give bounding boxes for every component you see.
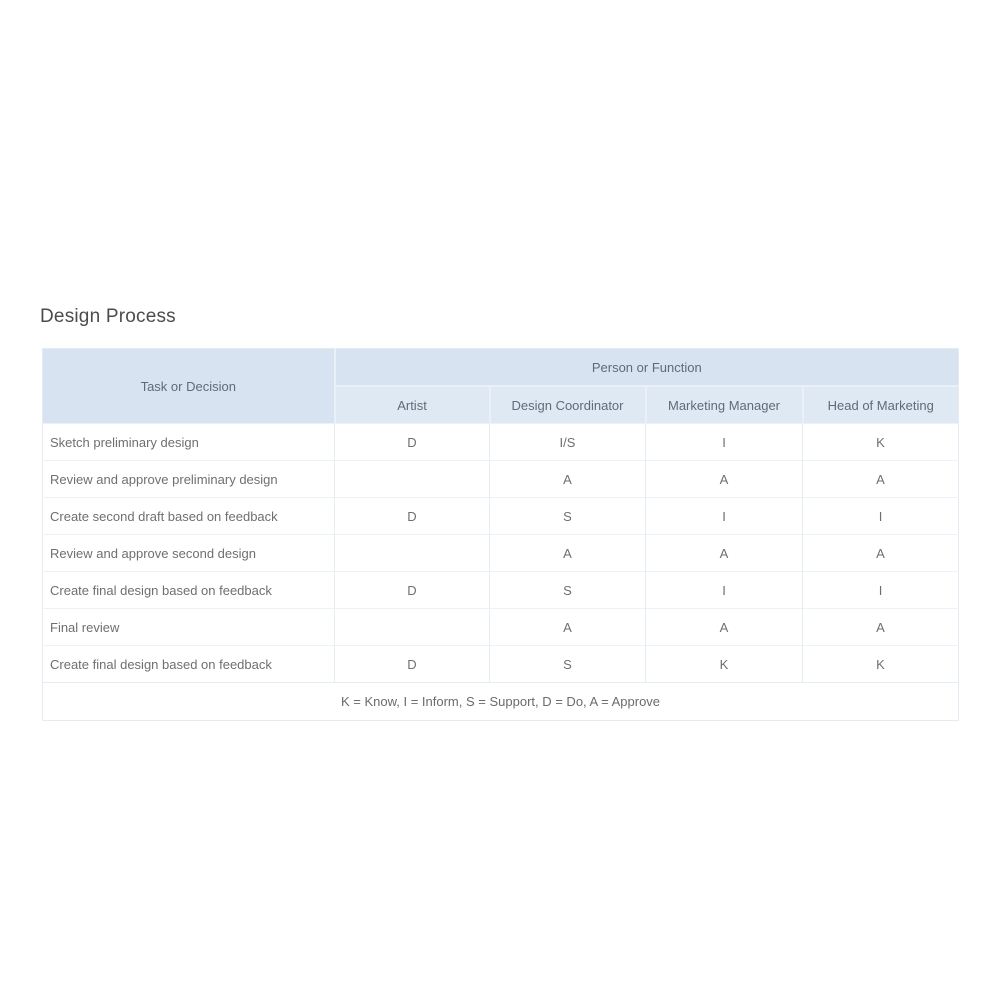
value-cell: A: [803, 535, 959, 572]
legend-text: K = Know, I = Inform, S = Support, D = Do, A = Approve: [43, 683, 959, 721]
value-cell: D: [335, 572, 490, 609]
value-cell: K: [803, 646, 959, 683]
task-cell: Review and approve preliminary design: [43, 461, 335, 498]
table-row: [43, 424, 959, 461]
value-cell: A: [803, 461, 959, 498]
legend-row: [43, 683, 959, 721]
value-cell: A: [646, 461, 803, 498]
table-row: [43, 609, 959, 646]
column-header-task: Task or Decision: [43, 349, 335, 424]
task-cell: Create final design based on feedback: [43, 572, 335, 609]
column-header-design-coordinator: Design Coordinator: [490, 386, 646, 424]
task-cell: Final review: [43, 609, 335, 646]
table-row: [43, 461, 959, 498]
table-row: [43, 535, 959, 572]
value-cell: A: [803, 609, 959, 646]
value-cell: [335, 609, 490, 646]
value-cell: S: [490, 646, 646, 683]
value-cell: A: [490, 535, 646, 572]
value-cell: I/S: [490, 424, 646, 461]
value-cell: S: [490, 572, 646, 609]
value-cell: [335, 461, 490, 498]
task-cell: Create final design based on feedback: [43, 646, 335, 683]
value-cell: D: [335, 498, 490, 535]
page-title: Design Process: [40, 306, 176, 327]
value-cell: A: [646, 535, 803, 572]
table-row: [43, 572, 959, 609]
value-cell: I: [646, 498, 803, 535]
value-cell: I: [803, 498, 959, 535]
task-cell: Review and approve second design: [43, 535, 335, 572]
value-cell: D: [335, 424, 490, 461]
column-header-artist: Artist: [335, 386, 490, 424]
value-cell: I: [803, 572, 959, 609]
value-cell: A: [490, 609, 646, 646]
value-cell: K: [803, 424, 959, 461]
value-cell: A: [646, 609, 803, 646]
value-cell: I: [646, 424, 803, 461]
raci-matrix: [42, 348, 958, 721]
value-cell: D: [335, 646, 490, 683]
value-cell: S: [490, 498, 646, 535]
value-cell: I: [646, 572, 803, 609]
column-header-marketing-manager: Marketing Manager: [646, 386, 803, 424]
table-row: [43, 498, 959, 535]
task-cell: Create second draft based on feedback: [43, 498, 335, 535]
table-row: [43, 646, 959, 683]
column-group-header: Person or Function: [335, 349, 959, 387]
value-cell: K: [646, 646, 803, 683]
group-header-row: [43, 349, 959, 387]
value-cell: A: [490, 461, 646, 498]
value-cell: [335, 535, 490, 572]
raci-table: [42, 348, 959, 721]
column-header-head-of-marketing: Head of Marketing: [803, 386, 959, 424]
task-cell: Sketch preliminary design: [43, 424, 335, 461]
